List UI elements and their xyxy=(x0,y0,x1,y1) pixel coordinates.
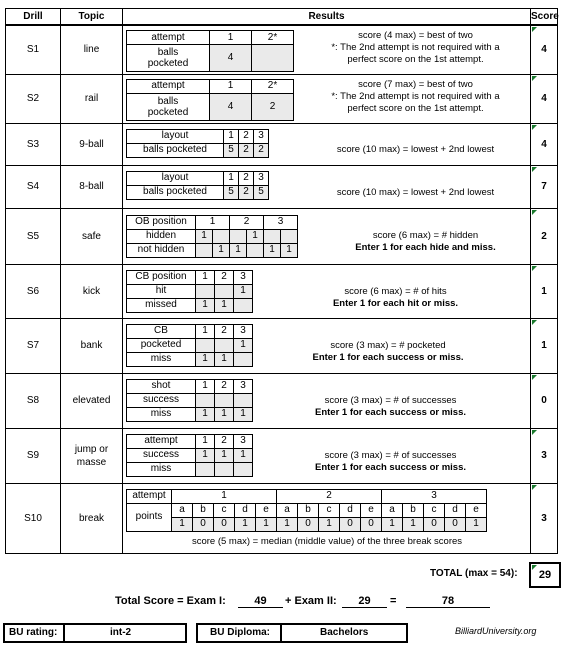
diploma-label: BU Diploma: xyxy=(210,627,270,638)
grid-header: e xyxy=(466,503,487,517)
grid-value[interactable]: 1 xyxy=(196,352,215,366)
drill-id: S10 xyxy=(6,483,61,553)
attempt-grid xyxy=(126,434,253,477)
rating-label: BU rating: xyxy=(9,627,58,638)
diploma-divider xyxy=(280,623,282,643)
attempt-grid xyxy=(126,30,294,72)
drill-id: S2 xyxy=(6,74,61,123)
grid-value[interactable]: 2 xyxy=(239,185,254,199)
note-line: score (6 max) = # of hits xyxy=(344,285,447,297)
grid-header: 1 xyxy=(196,270,215,284)
drill-id: S5 xyxy=(6,208,61,264)
attempt-grid xyxy=(126,79,294,121)
grid-value[interactable]: 1 xyxy=(277,517,298,531)
grid-value[interactable]: 0 xyxy=(214,517,235,531)
grid-header: 3 xyxy=(234,324,253,338)
grid-label: attempt xyxy=(127,434,196,448)
grid-value[interactable] xyxy=(247,243,264,257)
grid-header: b xyxy=(193,503,214,517)
attempt-grid xyxy=(126,129,269,158)
grid-value[interactable]: 4 xyxy=(210,45,252,72)
grid-value[interactable]: 1 xyxy=(213,243,230,257)
grid-value[interactable]: 0 xyxy=(340,517,361,531)
grid-header: 2 xyxy=(215,270,234,284)
grid-value[interactable] xyxy=(264,229,281,243)
grid-header: 1 xyxy=(196,324,215,338)
grid-label: missed xyxy=(127,298,196,312)
note-line: perfect score on the 1st attempt. xyxy=(347,102,484,114)
drill-row-s10 xyxy=(6,483,558,553)
grid-header: d xyxy=(235,503,256,517)
drill-row-s2 xyxy=(6,74,558,123)
exam1-score[interactable]: 49 xyxy=(254,595,267,607)
summary-plus: + Exam II: xyxy=(285,595,337,607)
header-topic: Topic xyxy=(61,9,123,26)
grid-header: e xyxy=(256,503,277,517)
grid-value[interactable] xyxy=(196,243,213,257)
grid-label: hidden xyxy=(127,229,196,243)
grid-header: 3 xyxy=(382,489,487,503)
grid-value[interactable]: 4 xyxy=(210,93,252,120)
grid-label: attempt xyxy=(127,489,172,503)
grid-header: a xyxy=(172,503,193,517)
drill-id: S8 xyxy=(6,373,61,428)
drill-topic: break xyxy=(61,483,123,553)
grid-header: 3 xyxy=(234,379,253,393)
attempt-grid xyxy=(126,171,269,200)
grid-label: balls pocketed xyxy=(127,143,224,157)
exam2-underline xyxy=(342,607,387,608)
grid-value[interactable] xyxy=(196,462,215,476)
drill-id: S1 xyxy=(6,25,61,74)
grid-label: CB xyxy=(127,324,196,338)
grid-value[interactable] xyxy=(196,284,215,298)
exam1-underline xyxy=(238,607,283,608)
grid-value[interactable]: 1 xyxy=(319,517,340,531)
grid-header: 1 xyxy=(210,31,252,45)
drill-topic: line xyxy=(61,25,123,74)
grid-header: d xyxy=(340,503,361,517)
grid-header: c xyxy=(424,503,445,517)
grid-header: 1 xyxy=(224,171,239,185)
grid-value[interactable]: 1 xyxy=(196,448,215,462)
grid-header: 1 xyxy=(172,489,277,503)
site-credit: BilliardUniversity.org xyxy=(455,626,537,636)
note-line: *: The 2nd attempt is not required with a xyxy=(331,42,500,53)
grid-header: 2 xyxy=(215,434,234,448)
grid-header: 2 xyxy=(215,324,234,338)
grid-header: 2 xyxy=(239,171,254,185)
drill-row-s4 xyxy=(6,165,558,208)
drill-score[interactable]: 4 xyxy=(531,74,558,123)
attempt-grid xyxy=(126,324,253,367)
drill-topic: jump or masse xyxy=(61,428,123,483)
note-line: score (3 max) = # of successes xyxy=(324,449,457,461)
grid-value[interactable]: 1 xyxy=(234,284,253,298)
summary-equals: = xyxy=(390,595,397,607)
grid-value[interactable]: 1 xyxy=(234,407,253,421)
grid-header: 3 xyxy=(264,215,298,229)
grid-label: balls pocketed xyxy=(127,45,210,72)
note-line: score (3 max) = # of successes xyxy=(324,394,457,406)
grid-value[interactable]: 1 xyxy=(234,448,253,462)
drill-results xyxy=(123,123,531,165)
drill-score[interactable]: 4 xyxy=(531,123,558,165)
note-line: Enter 1 for each hide and miss. xyxy=(355,241,496,253)
drill-results xyxy=(123,165,531,208)
drill-score[interactable]: 1 xyxy=(531,318,558,373)
grid-label: CB position xyxy=(127,270,196,284)
grid-header: 1 xyxy=(196,215,230,229)
grid-value[interactable]: 1 xyxy=(264,243,281,257)
grid-label: balls pocketed xyxy=(127,93,210,120)
drill-row-s3 xyxy=(6,123,558,165)
grid-header: 2 xyxy=(215,379,234,393)
drill-topic: 8-ball xyxy=(61,165,123,208)
grid-value[interactable] xyxy=(215,284,234,298)
grid-value[interactable]: 1 xyxy=(172,517,193,531)
grid-header: 2 xyxy=(230,215,264,229)
note-line: score (10 max) = lowest + 2nd lowest xyxy=(336,186,495,198)
grid-value[interactable]: 0 xyxy=(445,517,466,531)
rating-box xyxy=(3,623,187,643)
drill-id: S7 xyxy=(6,318,61,373)
drill-row-s6 xyxy=(6,264,558,318)
grid-header: 2* xyxy=(252,79,294,93)
grid-value[interactable]: 2 xyxy=(254,143,269,157)
grid-value[interactable]: 0 xyxy=(424,517,445,531)
grid-header: a xyxy=(382,503,403,517)
grid-value[interactable]: 1 xyxy=(382,517,403,531)
grid-header: c xyxy=(319,503,340,517)
note-line: Enter 1 for each success or miss. xyxy=(314,461,467,473)
drill-topic: elevated xyxy=(61,373,123,428)
grid-header: 1 xyxy=(224,129,239,143)
grid-header: c xyxy=(214,503,235,517)
drill-results xyxy=(123,25,531,74)
grid-value[interactable] xyxy=(252,45,294,72)
drill-topic: 9-ball xyxy=(61,123,123,165)
grid-label: shot xyxy=(127,379,196,393)
drill-results xyxy=(123,318,531,373)
grid-value[interactable] xyxy=(234,462,253,476)
drill-row-s7 xyxy=(6,318,558,373)
grid-label: pocketed xyxy=(127,338,196,352)
rating-divider xyxy=(63,623,65,643)
grid-value[interactable]: 1 xyxy=(196,229,213,243)
grid-value[interactable]: 0 xyxy=(298,517,319,531)
drill-results xyxy=(123,483,531,553)
drill-score[interactable]: 1 xyxy=(531,264,558,318)
grid-value[interactable] xyxy=(213,229,230,243)
grid-header: b xyxy=(298,503,319,517)
diploma-value[interactable]: Bachelors xyxy=(320,627,369,638)
grid-value[interactable]: 1 xyxy=(230,243,247,257)
grid-label: OB position xyxy=(127,215,196,229)
grid-value[interactable]: 1 xyxy=(215,448,234,462)
grid-header: 1 xyxy=(196,434,215,448)
grid-label: layout xyxy=(127,171,224,185)
note-line: Enter 1 for each success or miss. xyxy=(314,406,467,418)
grid-value[interactable]: 1 xyxy=(196,407,215,421)
grid-header: a xyxy=(277,503,298,517)
grid-value[interactable] xyxy=(281,229,298,243)
drill-score[interactable]: 4 xyxy=(531,25,558,74)
drill-results xyxy=(123,373,531,428)
grid-value[interactable] xyxy=(215,338,234,352)
drill-topic: safe xyxy=(61,208,123,264)
grid-header: e xyxy=(361,503,382,517)
total-score[interactable]: 29 xyxy=(529,562,561,588)
grid-value[interactable]: 1 xyxy=(281,243,298,257)
grid-header: 3 xyxy=(254,129,269,143)
grid-header: 3 xyxy=(234,270,253,284)
grid-header: 2 xyxy=(277,489,382,503)
note-line: score (10 max) = lowest + 2nd lowest xyxy=(336,143,495,155)
grid-value[interactable]: 0 xyxy=(361,517,382,531)
drill-row-s9 xyxy=(6,428,558,483)
grid-value[interactable]: 1 xyxy=(215,352,234,366)
header-drill: Drill xyxy=(6,9,61,26)
grid-value[interactable]: 1 xyxy=(234,338,253,352)
grid-value[interactable]: 1 xyxy=(247,229,264,243)
break-grid xyxy=(126,489,487,532)
exam2-score[interactable]: 29 xyxy=(358,595,371,607)
grid-header: b xyxy=(403,503,424,517)
grid-header: 2* xyxy=(252,31,294,45)
grid-value[interactable]: 1 xyxy=(256,517,277,531)
grid-header: d xyxy=(445,503,466,517)
grid-label: miss xyxy=(127,352,196,366)
grid-header: 3 xyxy=(234,434,253,448)
diploma-box xyxy=(196,623,408,643)
grand-total-underline xyxy=(406,607,490,608)
grid-value[interactable]: 5 xyxy=(224,143,239,157)
grid-label: success xyxy=(127,448,196,462)
grid-value[interactable] xyxy=(234,298,253,312)
total-label: TOTAL (max = 54): xyxy=(430,568,518,579)
note-line: score (5 max) = median (middle value) of the three break scores xyxy=(191,535,463,547)
grid-header: 1 xyxy=(210,79,252,93)
grid-label: attempt xyxy=(127,79,210,93)
grid-value[interactable] xyxy=(215,393,234,407)
drill-id: S6 xyxy=(6,264,61,318)
grid-value[interactable] xyxy=(196,338,215,352)
attempt-grid xyxy=(126,379,253,422)
attempt-grid xyxy=(126,215,298,258)
grid-label: layout xyxy=(127,129,224,143)
grid-value[interactable]: 1 xyxy=(215,407,234,421)
grid-value[interactable] xyxy=(215,462,234,476)
results-sheet xyxy=(5,8,558,554)
drill-results xyxy=(123,264,531,318)
drill-score[interactable]: 2 xyxy=(531,208,558,264)
drill-results xyxy=(123,428,531,483)
rating-value[interactable]: int-2 xyxy=(110,627,132,638)
grid-value[interactable] xyxy=(196,393,215,407)
note-line: *: The 2nd attempt is not required with a xyxy=(331,90,500,102)
note-line: Enter 1 for each success or miss. xyxy=(312,351,464,363)
note-line: score (4 max) = best of two xyxy=(358,30,473,41)
note-line: Enter 1 for each hit or miss. xyxy=(332,297,459,309)
drill-id: S4 xyxy=(6,165,61,208)
drill-row-s1 xyxy=(6,25,558,74)
grid-label: miss xyxy=(127,462,196,476)
header-results: Results xyxy=(123,9,531,26)
grid-value[interactable]: 0 xyxy=(193,517,214,531)
grid-label: miss xyxy=(127,407,196,421)
drill-score[interactable]: 3 xyxy=(531,483,558,553)
drill-row-s5 xyxy=(6,208,558,264)
grid-label: success xyxy=(127,393,196,407)
note-line: score (3 max) = # pocketed xyxy=(330,339,446,351)
grid-value[interactable]: 5 xyxy=(254,185,269,199)
grid-value[interactable]: 2 xyxy=(252,93,294,120)
attempt-grid xyxy=(126,270,253,313)
grid-label: balls pocketed xyxy=(127,185,224,199)
grid-label: hit xyxy=(127,284,196,298)
drill-topic: kick xyxy=(61,264,123,318)
grid-value[interactable] xyxy=(234,393,253,407)
grid-label: points xyxy=(127,503,172,531)
drill-id: S9 xyxy=(6,428,61,483)
summary-label: Total Score = Exam I: xyxy=(115,595,226,607)
grid-header: 2 xyxy=(239,129,254,143)
note-line: score (6 max) = # hidden xyxy=(372,229,479,241)
grid-value[interactable]: 1 xyxy=(403,517,424,531)
drill-score[interactable]: 3 xyxy=(531,428,558,483)
drill-score[interactable]: 7 xyxy=(531,165,558,208)
note-line: perfect score on the 1st attempt. xyxy=(347,54,484,65)
drill-score[interactable]: 0 xyxy=(531,373,558,428)
grid-value[interactable]: 1 xyxy=(235,517,256,531)
grid-label: not hidden xyxy=(127,243,196,257)
note-line: score (7 max) = best of two xyxy=(358,78,473,90)
drill-topic: bank xyxy=(61,318,123,373)
grid-value[interactable] xyxy=(230,229,247,243)
grand-total[interactable]: 78 xyxy=(441,595,455,607)
grid-value[interactable]: 2 xyxy=(239,143,254,157)
grid-value[interactable]: 1 xyxy=(466,517,487,531)
drill-topic: rail xyxy=(61,74,123,123)
grid-value[interactable]: 1 xyxy=(215,298,234,312)
grid-value[interactable]: 1 xyxy=(196,298,215,312)
grid-label: attempt xyxy=(127,31,210,45)
grid-value[interactable] xyxy=(234,352,253,366)
header-score: Score xyxy=(531,9,558,26)
drill-row-s8 xyxy=(6,373,558,428)
drill-results xyxy=(123,74,531,123)
grid-value[interactable]: 5 xyxy=(224,185,239,199)
grid-header: 1 xyxy=(196,379,215,393)
drill-results xyxy=(123,208,531,264)
drill-id: S3 xyxy=(6,123,61,165)
grid-header: 3 xyxy=(254,171,269,185)
